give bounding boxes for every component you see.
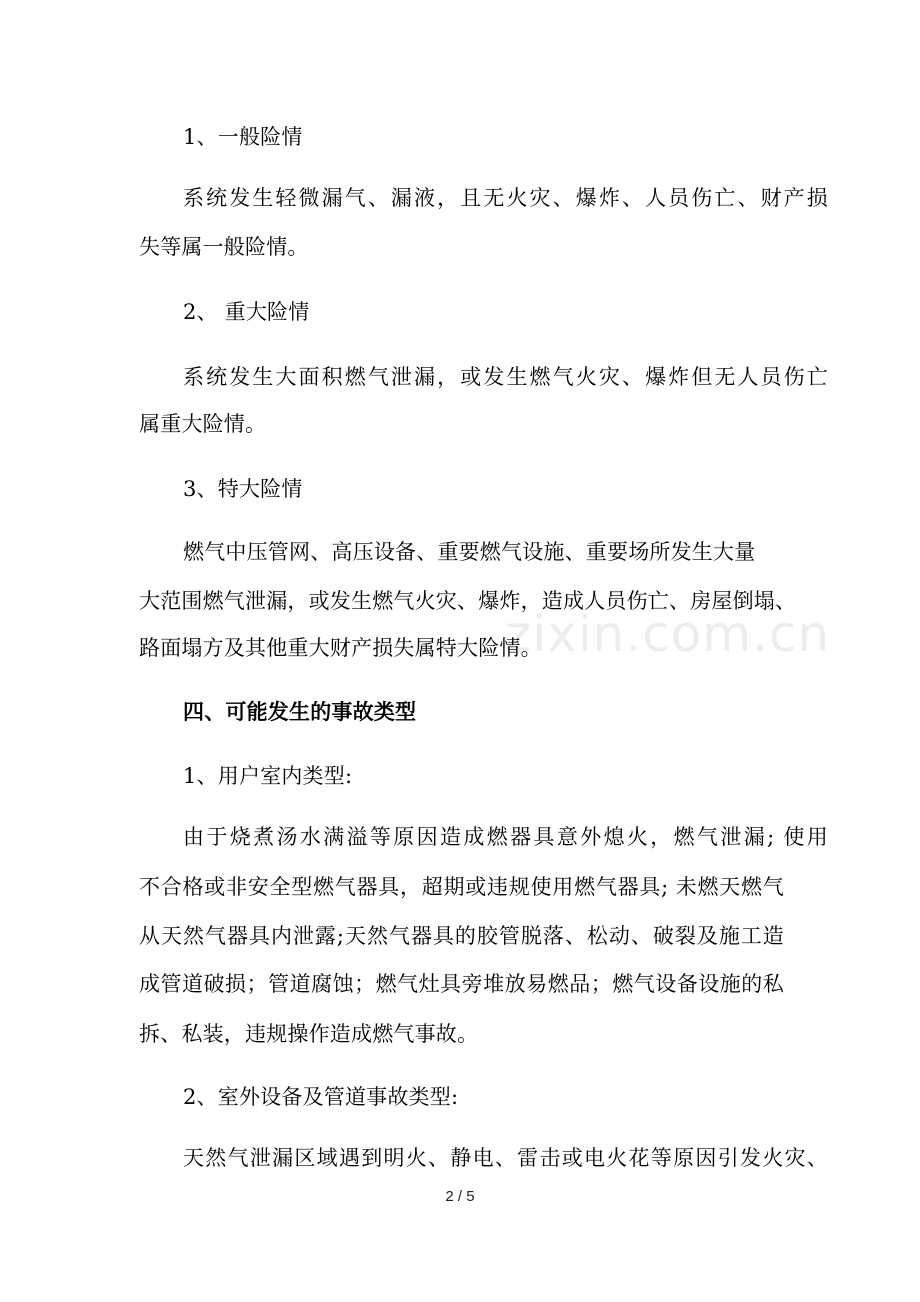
paragraph-line: 失等属一般险情。: [139, 235, 309, 259]
paragraph-line: 天然气泄漏区域遇到明火、静电、雷击或电火花等原因引发火灾、: [183, 1146, 828, 1170]
paragraph-line: 不合格或非安全型燃气器具，超期或违规使用燃气器具; 未燃天燃气: [139, 875, 784, 899]
paragraph-line: 属重大险情。: [139, 412, 267, 436]
paragraph-line: 拆、私装，违规操作造成燃气事故。: [139, 1022, 479, 1046]
subheading-general-danger: 1、一般险情: [183, 125, 303, 149]
paragraph-line: 大范围燃气泄漏，或发生燃气火灾、爆炸，造成人员伤亡、房屋倒塌、: [139, 589, 797, 613]
paragraph-line: 从天然气器具内泄露;天然气器具的胶管脱落、松动、破裂及施工造: [139, 924, 784, 948]
subheading-extreme-danger: 3、特大险情: [183, 477, 303, 501]
paragraph-line: 成管道破损；管道腐蚀；燃气灶具旁堆放易燃品；燃气设备设施的私: [139, 972, 784, 996]
section-heading: 四、可能发生的事故类型: [183, 700, 417, 724]
subheading-indoor-type: 1、用户室内类型:: [183, 764, 353, 788]
paragraph-line: 路面塌方及其他重大财产损失属特大险情。: [139, 636, 542, 660]
watermark: zixin.com.cn: [505, 605, 831, 663]
page-number: 2 / 5: [445, 1188, 475, 1205]
subheading-major-danger: 2、 重大险情: [183, 300, 310, 324]
paragraph-line: 系统发生大面积燃气泄漏，或发生燃气火灾、爆炸但无人员伤亡: [183, 365, 828, 389]
paragraph-line: 由于烧煮汤水满溢等原因造成燃器具意外熄火，燃气泄漏; 使用: [183, 825, 828, 849]
subheading-outdoor-type: 2、室外设备及管道事故类型:: [183, 1085, 459, 1109]
paragraph-line: 燃气中压管网、高压设备、重要燃气设施、重要场所发生大量: [183, 540, 756, 564]
paragraph-line: 系统发生轻微漏气、漏液，且无火灾、爆炸、人员伤亡、财产损: [183, 186, 828, 210]
